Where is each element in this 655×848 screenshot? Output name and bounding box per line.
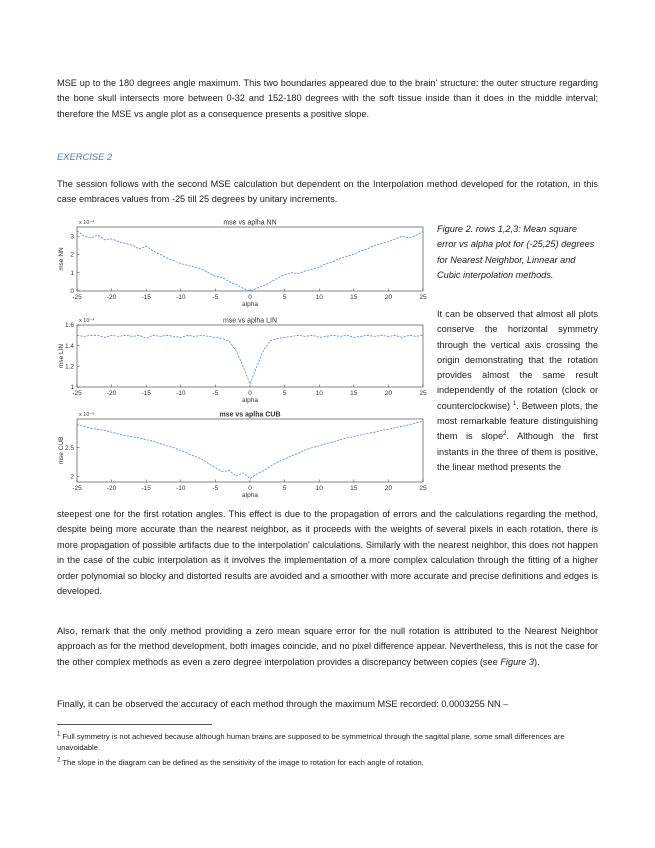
paragraph-also [57, 624, 598, 670]
plot-2-xtick-label: -5 [212, 390, 219, 397]
plot-2-xtick-label: 0 [248, 390, 252, 397]
plot-2-xtick-label: 20 [384, 390, 393, 397]
plot-2-xtick-label: -20 [106, 390, 117, 397]
plot-1-xtick-label: -10 [176, 294, 186, 301]
plot-1-title: mse vs aplha NN [223, 219, 277, 227]
plot-3-axes-box [77, 419, 423, 482]
plot-3-xtick-label: 25 [419, 485, 427, 492]
figure-3-reference[interactable]: Figure 3 [500, 656, 535, 667]
plot-3-xtick-label: 0 [248, 485, 252, 492]
footnote-2-text: The slope in the diagram can be defined as the sensitivity of the image to rotation for each angle of rotation. [62, 758, 424, 767]
footnote-2 [57, 757, 602, 768]
side-paragraph [437, 307, 598, 475]
plot-3-ytick-label: 2 [70, 473, 74, 481]
plot-1-xtick-label: -20 [106, 294, 117, 301]
footnote-1-text: Full symmetry is not achieved because although human brains are supposed to be symmetrical through the sagittal plane, some small differences are unavoidable. [57, 732, 565, 752]
side-text-b: . Between plots, the most remarkable feature distinguishing them is slope [437, 400, 598, 442]
side-text-a: It can be observed that almost all plots conserve the horizontal symmetry through the vertical axis crossing the origin demonstrating that the rotation provides almost the same result independently of the rotation (clock or counterclockwise) [437, 309, 598, 411]
plot-3-xtick-label: 5 [282, 485, 287, 492]
plot-1-xtick-label: 0 [248, 294, 252, 301]
footnote-1 [57, 731, 602, 753]
plot-1-xtick-label: -5 [212, 294, 219, 301]
section-heading: EXERCISE 2 [57, 151, 113, 162]
plot-2-ytick-label: 1.2 [64, 363, 74, 371]
plot-1-ytick-label: 2 [70, 251, 74, 259]
figure-2-plots [57, 213, 433, 509]
plot-1-ytick-label: 1 [70, 269, 74, 277]
figure-2 [57, 213, 433, 509]
plot-2-exponent-label: x 10⁻⁴ [79, 318, 95, 324]
paragraph-final: Finally, it can be observed the accuracy of each method through the maximum MSE recorded: 0.0003255 NN – [57, 699, 509, 709]
plot-1-ytick-label: 3 [70, 233, 74, 241]
plot-1-xlabel: alpha [242, 301, 258, 308]
plot-1-axes-box [77, 227, 423, 291]
paragraph-top: MSE up to the 180 degrees angle maximum. This two boundaries appeared due to the brain' structure: the outer structure regarding the bone skull intersects more between 0-32 and 152-180 degrees with the soft tissue inside than it does in the middle interval; therefore the MSE vs angle plot as a consequence presents a positive slope. [57, 78, 598, 119]
plot-2-ytick-label: 1 [70, 384, 74, 392]
footnote-ref-1[interactable]: 1 [512, 400, 517, 407]
plot-3-exponent-label: x 10⁻⁵ [79, 412, 95, 418]
plot-2-xlabel: alpha [242, 397, 258, 404]
plot-2-ylabel: mse LIN [58, 343, 65, 369]
plot-3-series-line [77, 421, 423, 478]
plot-3-ytick-label: 2.5 [64, 444, 74, 452]
plot-3-xtick-label: -25 [72, 485, 82, 492]
plot-2-ytick-label: 1.6 [64, 322, 74, 330]
plot-1-xtick-label: 10 [315, 294, 323, 301]
plot-1-xtick-label: 25 [419, 294, 427, 301]
footnote-ref-2[interactable]: 2 [503, 431, 507, 438]
footnote-2-number: 2 [57, 757, 61, 764]
plot-1-xtick-label: 5 [282, 294, 287, 301]
plot-2-xtick-label: -25 [72, 390, 82, 397]
footnote-1-number: 1 [57, 731, 61, 738]
paragraph-continued: steepest one for the first rotation angles. This effect is due to the propagation of errors and the calculations regarding the method, despite being more accurate than the nearest neighbor, as it proceeds with the weights of several pixels in each rotation, there is more propagation of possible artifacts due to the interpolation' calculations. Similarly with the nearest neighbor, this does not happen in the case of the cubic interpolation as it involves the implementation of a more complex calculation through the fitting of a higher order polynomial so blocky and distorted results are avoided and a smoother with more accurate and precise definitions and edges is developed. [57, 509, 598, 597]
plot-1-ytick-label: 0 [70, 288, 74, 296]
plot-2-xtick-label: 10 [315, 390, 323, 397]
plot-1-xtick-label: 20 [384, 294, 393, 301]
plot-1-exponent-label: x 10⁻⁴ [79, 220, 95, 226]
plot-3-xtick-label: -15 [141, 485, 151, 492]
plot-2-title: mse vs aplha LIN [222, 317, 278, 325]
plot-2-xtick-label: 25 [419, 390, 427, 397]
plot-3-xtick-label: -10 [176, 485, 186, 492]
plot-2-xtick-label: -15 [141, 390, 151, 397]
plot-2-xtick-label: -10 [176, 390, 186, 397]
plot-1-xtick-label: 15 [350, 294, 358, 301]
plot-3-xtick-label: 20 [384, 485, 393, 492]
plot-2-ytick-label: 1.4 [64, 342, 74, 350]
plot-3-xtick-label: 10 [315, 485, 323, 492]
plot-3-xlabel: alpha [242, 492, 258, 499]
plot-2-xtick-label: 15 [350, 390, 358, 397]
plot-2-axes-box [77, 325, 423, 387]
plot-1-xtick-label: -15 [141, 294, 151, 301]
plot-3-ylabel: mse CUB [58, 436, 65, 465]
plot-3-xtick-label: -5 [212, 485, 219, 492]
plot-2-xtick-label: 5 [282, 390, 287, 397]
paragraph-intro: The session follows with the second MSE calculation but dependent on the Interpolation method developed for the rotation, in this case embraces values from -25 till 25 degrees by unitary increments. [57, 179, 598, 205]
plot-1-xtick-label: -25 [72, 294, 82, 301]
plot-3-title: mse vs aplha CUB [219, 411, 281, 419]
plot-3-xtick-label: 15 [350, 485, 358, 492]
also-text-b: ). [534, 656, 540, 667]
plot-1-series-line [77, 231, 423, 291]
plot-1-ylabel: mse NN [58, 247, 65, 271]
footnote-divider [57, 724, 212, 725]
also-text-a: Also, remark that the only method providing a zero mean square error for the null rotation is attributed to the Nearest Neighbor approach as for the method development, both images coincide, and no pixel difference appear. Nevertheless, this is not the case for the other complex methods as even a zero degree interpolation provides a discrepancy between copies (see [57, 626, 598, 667]
plot-2-series-line [77, 335, 423, 384]
side-text-c: . Although the first instants in the three of them is positive, the linear method presents the [437, 431, 598, 472]
figure-caption: Figure 2. rows 1,2,3: Mean square error vs alpha plot for (-25,25) degrees for Nearest Neighbor, Linnear and Cubic interpolation methods. [437, 224, 595, 280]
plot-3-xtick-label: -20 [106, 485, 117, 492]
